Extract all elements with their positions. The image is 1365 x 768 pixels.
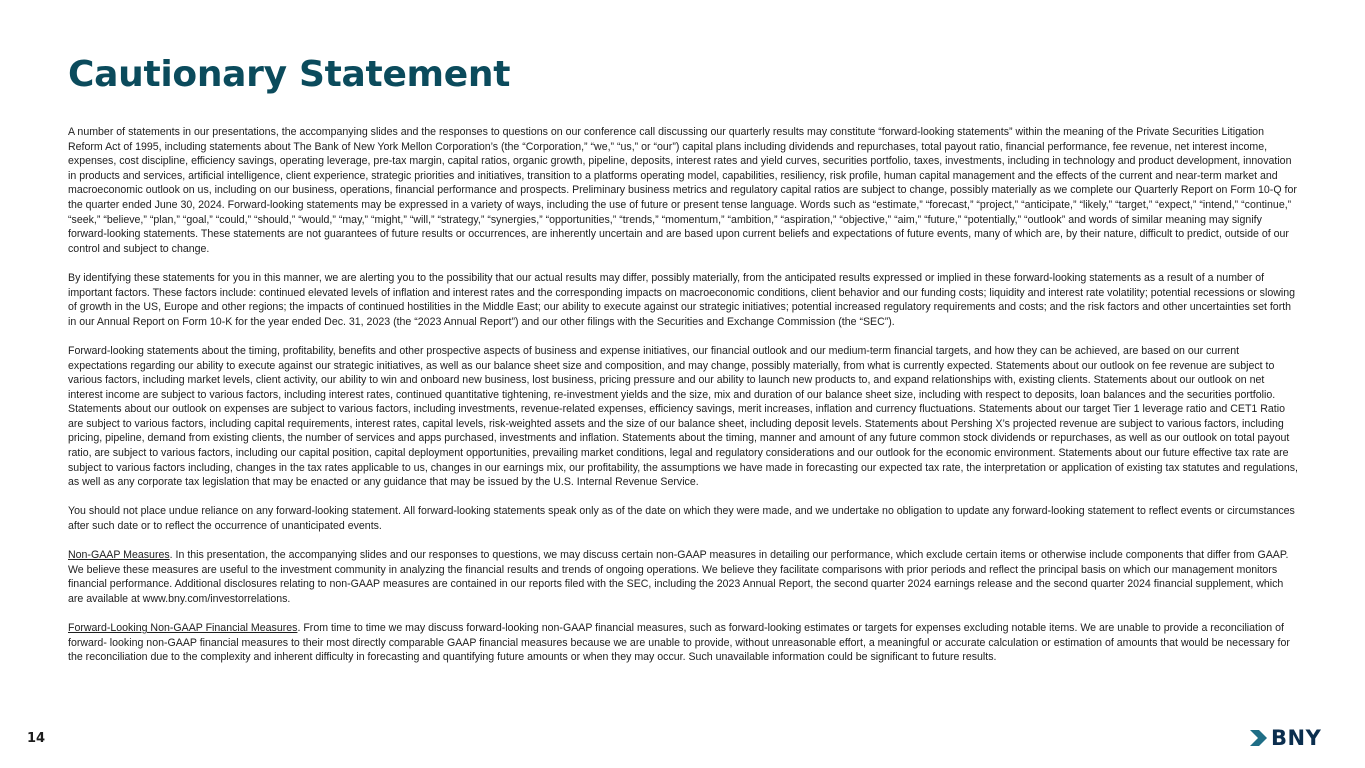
paragraph-non-gaap-measures [68,548,1298,606]
page-number: 14 [27,731,46,746]
bny-logo [1248,726,1321,750]
paragraph-risk-factors: By identifying these statements for you in this manner, we are alerting you to the possibility that our actual results may differ, possibly materially, from the anticipated results expressed or implied in these forward-looking statements as a result of a number of important factors. These factors include: continued elevated levels of inflation and interest rates and the corresponding impacts on macroeconomic conditions, client behavior and our funding costs; liquidity and interest rate volatility; potential recessions or slowing of growth in the US, Europe and other regions; the impacts of continued hostilities in the Middle East; our ability to execute against our strategic initiatives; potential increased regulatory requirements and costs; and the risk factors and other uncertainties set forth in our Annual Report on Form 10-K for the year ended Dec. 31, 2023 (the “2023 Annual Report”) and our other filings with the Securities and Exchange Commission (the “SEC”). [68,271,1295,328]
non-gaap-measures-body: . In this presentation, the accompanying slides and our responses to questions, we may discuss certain non-GAAP measures in detailing our performance, which exclude certain items or otherwise include components that differ from GAAP. We believe these measures are useful to the investment community in analyzing the financial results and trends of ongoing operations. We believe they facilitate comparisons with prior periods and reflect the principal basis on which our management monitors financial performance. Additional disclosures relating to non-GAAP measures are contained in our reports filed with the SEC, including the 2023 Annual Report, the second quarter 2024 earnings release and the second quarter 2024 financial supplement, which are available at www.bny.com/investorrelations. [68,549,1289,605]
bny-logo-arrow-icon [1248,729,1268,747]
forward-looking-non-gaap-heading: Forward-Looking Non-GAAP Financial Measures [68,622,298,635]
non-gaap-measures-heading: Non-GAAP Measures [68,549,170,562]
page-title: Cautionary Statement [68,54,511,95]
paragraph-outlook-statements: Forward-looking statements about the timing, profitability, benefits and other prospective aspects of business and expense initiatives, our financial outlook and our medium-term financial targets, and how they can be achieved, are based on our current expectations regarding our ability to execute against our strategic initiatives, as well as our balance sheet size and composition, and may change, possibly materially, from what is currently expected. Statements about our outlook on fee revenue are subject to various factors, including market levels, client activity, our ability to win and onboard new business, lost business, pricing pressure and our ability to launch new products to, and expand relationships with, existing clients. Statements about our outlook on net interest income are subject to various factors, including interest rates, continued quantitative tightening, re-investment yields and the size, mix and duration of our balance sheet size, including with respect to deposits, loan balances and the securities portfolio. Statements about our outlook on expenses are subject to various factors, including investments, revenue-related expenses, efficiency savings, merit increases, inflation and currency fluctuations. Statements about our target Tier 1 leverage ratio and CET1 Ratio are subject to various factors, including capital requirements, interest rates, capital levels, risk-weighted assets and the size of our balance sheet, including deposit levels. Statements about Pershing X’s projected revenue are subject to various factors, including pricing, pipeline, demand from existing clients, the number of services and apps purchased, investments and inflation. Statements about the timing, manner and amount of any future common stock dividends or repurchases, as well as our outlook on total payout ratio, are subject to various factors, including our capital position, capital deployment opportunities, prevailing market conditions, legal and regulatory considerations and our outlook for the economic environment. Statements about our future effective tax rate are subject to various factors including, changes in the tax rates applicable to us, changes in our earnings mix, our profitability, the assumptions we have made in forecasting our expected tax rate, the interpretation or application of existing tax statutes and regulations, as well as any corporate tax legislation that may be enacted or any guidance that may be issued by the U.S. Internal Revenue Service. [68,344,1298,489]
bny-logo-text: BNY [1271,726,1322,750]
paragraph-forward-looking-statements: A number of statements in our presentations, the accompanying slides and the responses to questions on our conference call discussing our quarterly results may constitute “forward-looking statements” within the meaning of the Private Securities Litigation Reform Act of 1995, including statements about The Bank of New York Mellon Corporation’s (the “Corporation,” “we,” “us,” or “our”) capital plans including dividends and repurchases, total payout ratio, financial performance, fee revenue, net interest income, expenses, cost discipline, efficiency savings, operating leverage, pre-tax margin, capital ratios, organic growth, pipeline, deposits, interest rates and yield curves, securities portfolio, taxes, investments, including in technology and product development, innovation in products and services, artificial intelligence, client experience, strategic priorities and initiatives, transition to a platforms operating model, capabilities, resiliency, risk profile, human capital management and the effects of the current and near-term market and macroeconomic outlook on us, including on our business, operations, financial performance and prospects. Preliminary business metrics and regulatory capital ratios are subject to change, possibly materially as we complete our Quarterly Report on Form 10-Q for the quarter ended June 30, 2024. Forward-looking statements may be expressed in a variety of ways, including the use of future or present tense language. Words such as “estimate,” “forecast,” “project,” “anticipate,” “likely,” “target,” “expect,” “intend,” “continue,” “seek,” “believe,” “plan,” “goal,” “could,” “should,” “would,” “may,” “might,” “will,” “strategy,” “synergies,” “opportunities,” “trends,” “momentum,” “ambition,” “aspiration,” “objective,” “aim,” “future,” “potentially,” “outlook” and words of similar meaning may signify forward-looking statements. These statements are not guarantees of future results or occurrences, are inherently uncertain and are based upon current beliefs and expectations of future events, many of which are, by their nature, difficult to predict, outside of our control and subject to change. [68,126,1297,255]
disclaimer-body [68,125,1298,665]
paragraph-forward-looking-non-gaap [68,621,1298,665]
forward-looking-non-gaap-body: . From time to time we may discuss forward-looking non-GAAP financial measures, such as forward-looking estimates or targets for expenses excluding notable items. We are unable to provide a reconciliation of forward- looking non-GAAP financial measures to their most directly comparable GAAP financial measures because we are unable to provide, without unreasonable effort, a meaningful or accurate calculation or estimation of amounts that would be necessary for the reconciliation due to the complexity and inherent difficulty in forecasting and quantifying future amounts or when they may occur. Such unavailable information could be significant to future results. [68,622,1290,664]
paragraph-undue-reliance: You should not place undue reliance on any forward-looking statement. All forward-looking statements speak only as of the date on which they were made, and we undertake no obligation to update any forward-looking statement to reflect events or circumstances after such date or to reflect the occurrence of unanticipated events. [68,505,1295,533]
